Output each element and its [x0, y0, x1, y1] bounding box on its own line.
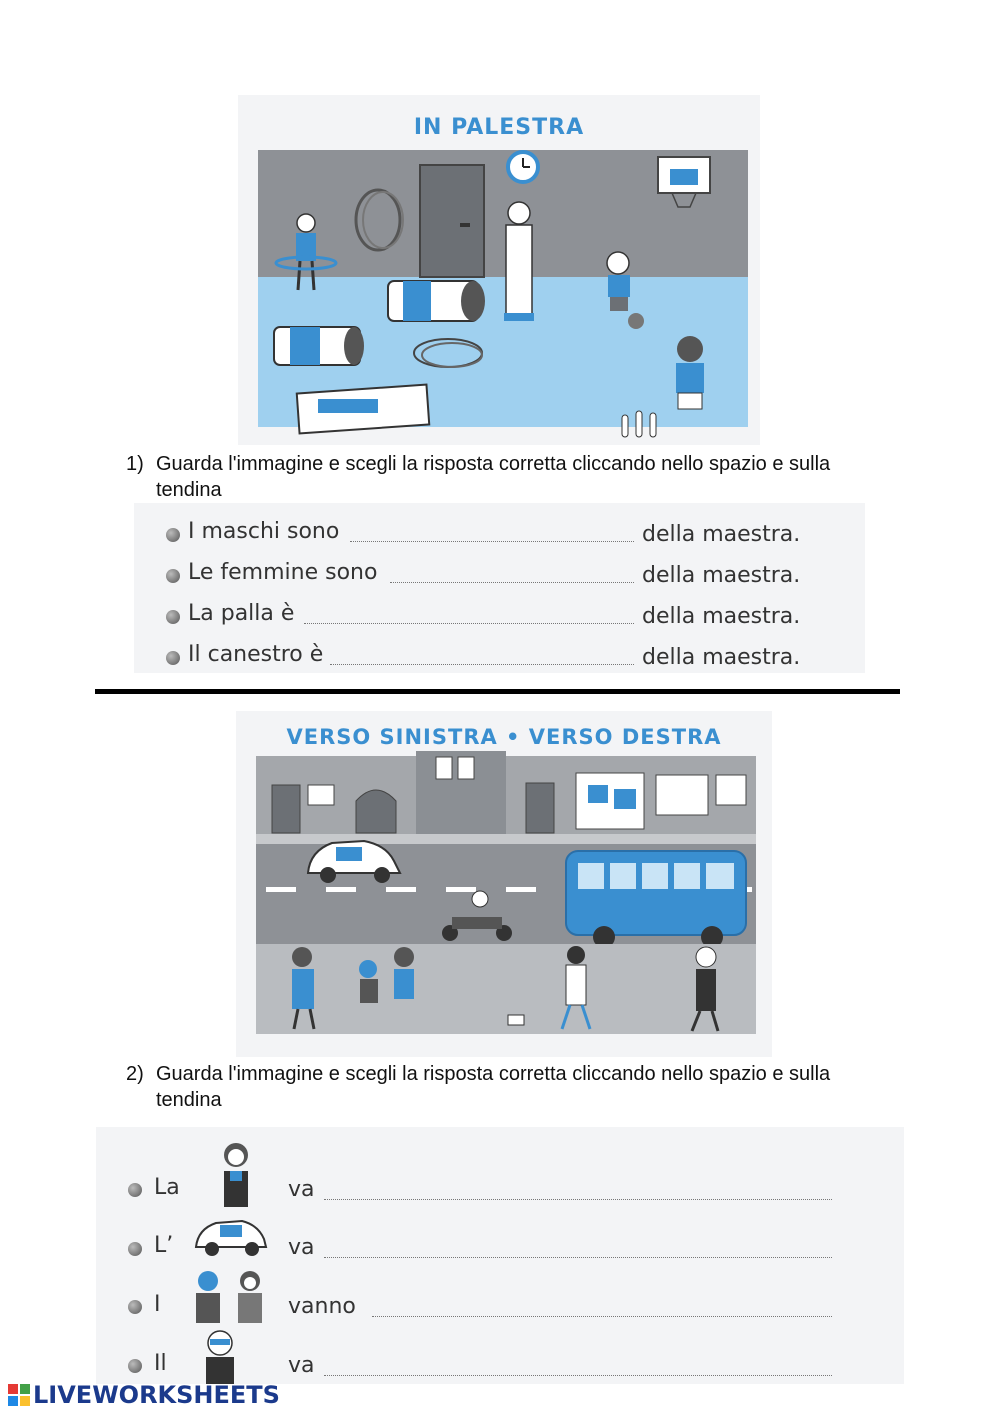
exercise-1-prefix: Il canestro è	[188, 642, 324, 667]
bullet-icon	[166, 569, 180, 583]
bullet-icon	[166, 610, 180, 624]
street-illustration	[236, 711, 772, 1057]
instruction-number-1: 1)	[126, 453, 144, 475]
answer-blank-5[interactable]	[324, 1199, 832, 1200]
bullet-icon	[128, 1359, 142, 1373]
bullet-icon	[128, 1300, 142, 1314]
exercise-2-prefix: I	[154, 1292, 161, 1317]
woman-icon	[214, 1137, 258, 1209]
exercise-2-panel	[96, 1127, 904, 1384]
logo-text: LIVEWORKSHEETS	[33, 1381, 280, 1409]
instruction-2	[126, 1061, 906, 1113]
exercise-1-prefix: La palla è	[188, 601, 295, 626]
answer-blank-4[interactable]	[330, 664, 634, 665]
answer-blank-2[interactable]	[390, 582, 634, 583]
answer-blank-6[interactable]	[324, 1257, 832, 1258]
section-divider	[95, 689, 900, 694]
bullet-icon	[128, 1183, 142, 1197]
gym-scene	[238, 95, 760, 445]
exercise-1-suffix: della maestra.	[642, 645, 801, 670]
scene-title-gym: IN PALESTRA	[413, 115, 585, 140]
exercise-1-prefix: Le femmine sono	[188, 560, 378, 585]
exercise-2-prefix: La	[154, 1175, 180, 1200]
answer-blank-8[interactable]	[324, 1375, 832, 1376]
logo-grid-icon	[8, 1384, 30, 1406]
bullet-icon	[166, 528, 180, 542]
exercise-2-verb: va	[288, 1177, 315, 1202]
liveworksheets-logo[interactable]	[8, 1382, 280, 1408]
instruction-1	[126, 451, 906, 503]
exercise-1-suffix: della maestra.	[642, 604, 801, 629]
exercise-1-prefix: I maschi sono	[188, 519, 340, 544]
scene-title-street: VERSO SINISTRA • VERSO DESTRA	[286, 725, 722, 749]
exercise-2-verb: va	[288, 1235, 315, 1260]
answer-blank-7[interactable]	[372, 1316, 832, 1317]
answer-blank-1[interactable]	[350, 541, 634, 542]
children-icon	[188, 1269, 276, 1327]
exercise-2-verb: va	[288, 1353, 315, 1378]
instruction-text-2: Guarda l'immagine e scegli la risposta corretta cliccando nello spazio e sulla tendina	[156, 1063, 831, 1111]
instruction-text-1: Guarda l'immagine e scegli la risposta corretta cliccando nello spazio e sulla tendina	[156, 453, 831, 501]
bullet-icon	[166, 651, 180, 665]
exercise-2-verb: vanno	[288, 1294, 356, 1319]
instruction-number-2: 2)	[126, 1063, 144, 1085]
exercise-2-prefix: L’	[154, 1233, 174, 1258]
exercise-1-suffix: della maestra.	[642, 563, 801, 588]
car-icon	[192, 1215, 268, 1259]
exercise-1-panel	[134, 503, 865, 673]
gym-illustration	[238, 95, 760, 445]
bullet-icon	[128, 1242, 142, 1256]
old-man-icon	[196, 1327, 244, 1384]
street-scene	[236, 711, 772, 1057]
exercise-1-suffix: della maestra.	[642, 522, 801, 547]
exercise-2-prefix: Il	[154, 1351, 167, 1376]
answer-blank-3[interactable]	[304, 623, 634, 624]
